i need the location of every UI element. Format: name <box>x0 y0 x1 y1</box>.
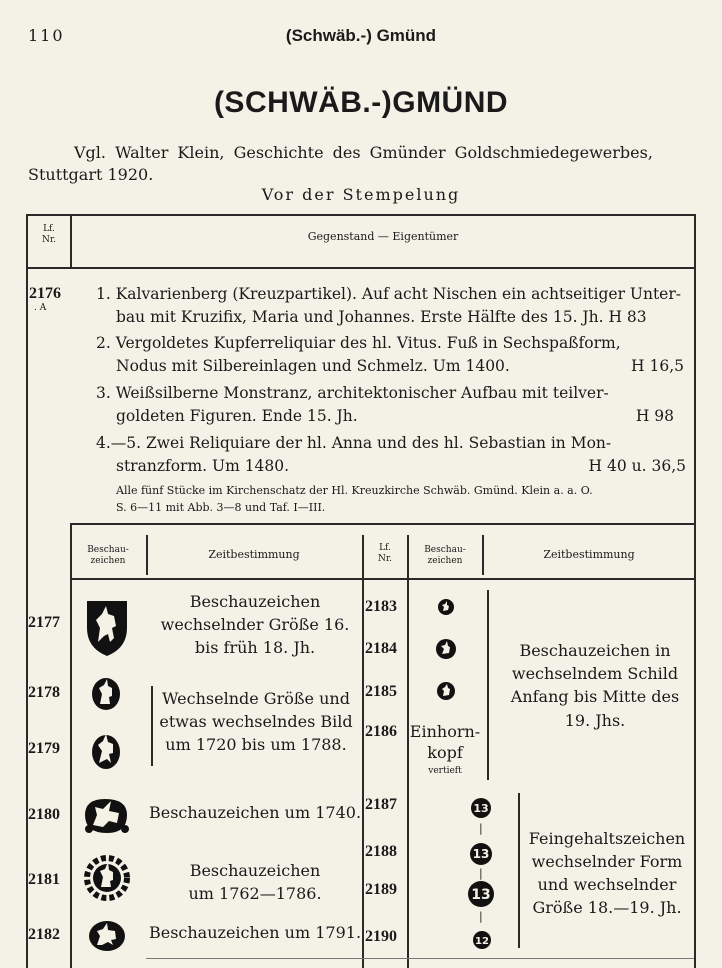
item-3-height: H 98 <box>635 407 674 425</box>
fineness-13-label: 13 <box>471 887 491 903</box>
dating-2183-line-4: 19. Jhs. <box>564 711 626 730</box>
fineness-12-label: 12 <box>475 936 489 947</box>
hdr-lfnr-2: Nr. <box>377 554 393 564</box>
item-3-line-1: 3. Weißsilberne Monstranz, architektonischer Aufbau mit teilver- <box>96 384 609 402</box>
dating-2178-line-2: etwas wechselndes Bild <box>159 712 353 731</box>
dating-2187-line-3: und wechselnder <box>537 875 677 894</box>
unicorn-shield-icon <box>82 597 132 659</box>
item-4-line-1: 4.—5. Zwei Reliquiare der hl. Anna und des hl. Sebastian in Mon- <box>96 434 612 452</box>
row-number-2181: 2181 <box>28 871 60 888</box>
hdr-mark-2: zeichen <box>90 556 126 566</box>
einhorn-line-3: vertieft <box>428 766 462 776</box>
fineness-12-icon <box>470 929 494 951</box>
unicorn-head-round-icon <box>88 674 124 714</box>
fineness-13-icon <box>467 841 495 867</box>
dating-2182: Beschauzeichen um 1791. <box>148 923 362 942</box>
dating-2187-line-2: wechselnder Form <box>531 852 683 871</box>
dating-2183-line-3: Anfang bis Mitte des <box>510 687 680 706</box>
col-header-lfnr-2: Nr. <box>41 235 57 245</box>
reference-line-1: Vgl. Walter Klein, Geschichte des Gmünder Goldschmiedegewerbes, <box>74 143 653 162</box>
item-4-line-2: stranzform. Um 1480. <box>116 457 290 475</box>
section-heading: Vor der Stempelung <box>261 185 461 204</box>
small-unicorn-mark-icon <box>434 637 458 661</box>
unicorn-wreath-icon <box>82 852 132 904</box>
hdr-mark2-1: Beschau- <box>424 545 466 555</box>
hdr-dating2: Zeitbestimmung <box>543 548 635 561</box>
fineness-13-icon <box>466 879 496 909</box>
item-1-line-2: bau mit Kruzifix, Maria und Johannes. Erste Hälfte des 15. Jh. H 83 <box>116 308 647 326</box>
small-unicorn-mark-icon <box>434 596 458 618</box>
item-1-line-1: 1. Kalvarienberg (Kreuzpartikel). Auf acht Nischen ein achtseitiger Unter- <box>96 285 681 303</box>
unicorn-rearing-icon <box>88 730 124 772</box>
row-number-2183: 2183 <box>365 598 397 615</box>
fineness-13-icon <box>468 796 494 820</box>
dating-2183-line-2: wechselndem Schild <box>511 664 679 683</box>
item-2-line-2: Nodus mit Silbereinlagen und Schmelz. Um 1400. <box>116 357 510 375</box>
item-2-line-1: 2. Vergoldetes Kupferreliquiar des hl. Vitus. Fuß in Sechspaßform, <box>96 334 621 352</box>
row-number-2178: 2178 <box>28 684 60 701</box>
note-line-1: Alle fünf Stücke im Kirchenschatz der Hl. Kreuzkirche Schwäb. Gmünd. Klein a. a. O. <box>116 484 593 497</box>
entry-number: 2176 <box>29 285 61 302</box>
row-number-2189: 2189 <box>365 881 397 898</box>
col-header-lfnr-1: Lf. <box>43 224 55 234</box>
unicorn-crouching-icon <box>80 794 132 838</box>
dating-2177-line-1: Beschauzeichen <box>189 592 321 611</box>
unicorn-oval-icon <box>86 918 128 954</box>
item-4-height: H 40 u. 36,5 <box>588 457 686 475</box>
item-3-line-2: goldeten Figuren. Ende 15. Jh. <box>116 407 358 425</box>
row-number-2179: 2179 <box>28 740 60 757</box>
page-title: (SCHWÄB.-)GMÜND <box>213 86 509 119</box>
dating-2187-line-1: Feingehaltszeichen <box>528 829 686 848</box>
row-number-2190: 2190 <box>365 928 397 945</box>
hdr-mark2-2: zeichen <box>427 556 463 566</box>
row-number-2187: 2187 <box>365 796 397 813</box>
item-2-height: H 16,5 <box>631 357 684 375</box>
einhorn-line-1: Einhorn- <box>409 722 481 741</box>
row-number-2184: 2184 <box>365 640 397 657</box>
dating-2178-line-3: um 1720 bis um 1788. <box>165 735 347 754</box>
hdr-mark-1: Beschau- <box>87 545 129 555</box>
einhorn-line-2: kopf <box>427 743 463 762</box>
row-number-2188: 2188 <box>365 843 397 860</box>
entry-sub: . A <box>34 303 47 313</box>
dating-2181-line-2: um 1762—1786. <box>188 884 322 903</box>
note-line-2: S. 6—11 mit Abb. 3—8 und Taf. I—III. <box>116 501 326 514</box>
dating-2177-line-2: wechselnder Größe 16. <box>160 615 350 634</box>
col-header-object: Gegenstand — Eigentümer <box>307 230 459 243</box>
small-unicorn-mark-icon <box>434 680 458 702</box>
fineness-13-label: 13 <box>473 802 489 815</box>
dating-2183-line-1: Beschauzeichen in <box>519 641 671 660</box>
row-number-2177: 2177 <box>28 614 60 631</box>
page-number: 110 <box>28 26 65 45</box>
dating-2180: Beschauzeichen um 1740. <box>148 803 362 822</box>
dating-2187-line-4: Größe 18.—19. Jh. <box>532 898 682 917</box>
row-number-2186: 2186 <box>365 723 397 740</box>
hdr-dating: Zeitbestimmung <box>208 548 300 561</box>
reference-line-2: Stuttgart 1920. <box>28 165 154 184</box>
dating-2181-line-1: Beschauzeichen <box>189 861 321 880</box>
dating-2177-line-3: bis früh 18. Jh. <box>194 638 316 657</box>
hdr-lfnr-1: Lf. <box>379 543 391 553</box>
row-number-2180: 2180 <box>28 806 60 823</box>
dating-2178-line-1: Wechselnde Größe und <box>162 689 350 708</box>
running-head: (Schwäb.-) Gmünd <box>285 26 437 45</box>
fineness-13-label: 13 <box>472 847 490 861</box>
row-number-2182: 2182 <box>28 926 60 943</box>
row-number-2185: 2185 <box>365 683 397 700</box>
